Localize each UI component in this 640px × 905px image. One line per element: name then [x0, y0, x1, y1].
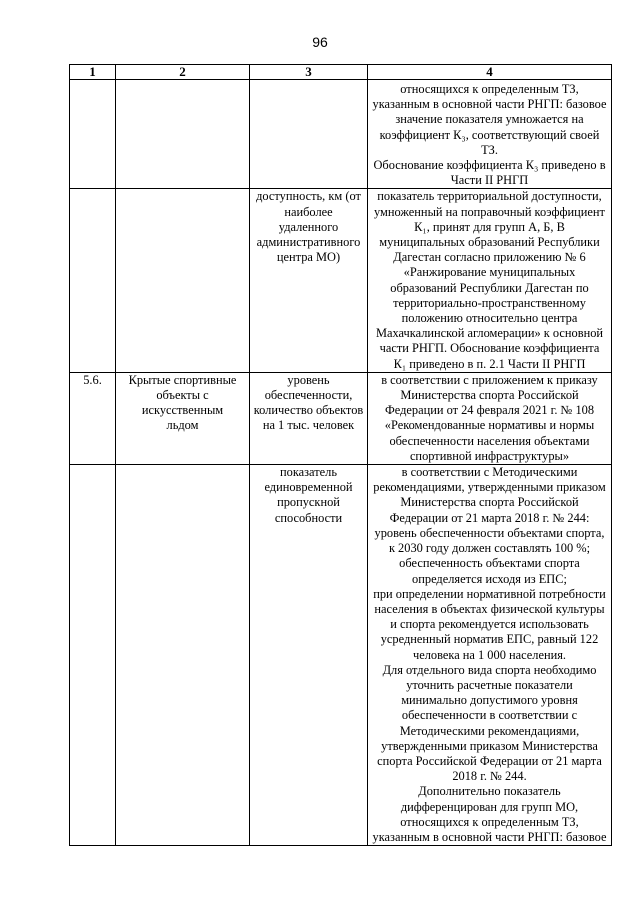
indicator-cell	[250, 372, 368, 464]
row-number-cell	[70, 189, 116, 372]
cell-text-line: льдом	[166, 418, 199, 433]
table-row	[70, 80, 612, 189]
cell-text-line: спортивной инфраструктуры»	[409, 448, 570, 463]
basis-cell	[368, 189, 612, 372]
cell-text-line: К₁ приведено в п. 2.1 Части II РНГП	[393, 356, 586, 371]
object-name-cell	[116, 372, 250, 464]
cell-text-line: усредненный норматив ЕПС, равный 122	[380, 632, 599, 647]
cell-text-line: муниципальных образований Республики	[379, 235, 600, 250]
cell-text-line: Дополнительно показатель	[418, 784, 561, 799]
cell-text-line: при определении нормативной потребности	[373, 586, 606, 601]
cell-text-line: Дагестан согласно приложению № 6	[393, 250, 586, 265]
cell-text-line: значение показателя умножается на	[395, 112, 584, 127]
cell-text-line: обеспеченность объектами спорта	[399, 556, 580, 571]
cell-text-line: уровень обеспеченности объектами спорта,	[374, 525, 605, 540]
cell-text-line: к 2030 году должен составлять 100 %;	[388, 541, 591, 556]
cell-text-line: территориально-пространственному	[393, 295, 586, 310]
basis-cell	[368, 80, 612, 189]
cell-text-line: количество объектов	[253, 403, 364, 418]
cell-text-line: дифференцирован для групп МО,	[400, 799, 579, 814]
cell-text-line: показатель	[280, 465, 337, 480]
cell-text-line: 2018 г. № 244.	[452, 769, 527, 784]
page-number: 96	[312, 34, 328, 50]
row-number-cell	[70, 372, 116, 464]
column-header: 4	[368, 65, 612, 80]
row-number-cell	[70, 80, 116, 189]
cell-text-line: обеспеченности в соответствии с	[401, 708, 578, 723]
cell-text-line: образований Республики Дагестан по	[390, 280, 589, 295]
cell-text-line: ТЗ.	[481, 142, 498, 157]
cell-text-line: коэффициент К₃, соответствующий своей	[379, 127, 600, 142]
cell-text-line: Федерации от 24 февраля 2021 г. № 108	[384, 403, 595, 418]
cell-text-line: Министерства спорта Российской	[400, 388, 579, 403]
cell-text-line: Для отдельного вида спорта необходимо	[382, 662, 597, 677]
cell-text-line: утвержденными приказом Министерства	[381, 738, 598, 753]
cell-text-line: минимально допустимого уровня	[401, 693, 578, 708]
cell-text-line: на 1 тыс. человек	[262, 418, 355, 433]
cell-text-line: Методическими рекомендациями,	[399, 723, 580, 738]
cell-text-line: Части II РНГП	[450, 173, 529, 188]
cell-text-line: «Ранжирование муниципальных	[403, 265, 576, 280]
cell-text-line: обеспеченности,	[264, 388, 353, 403]
cell-text-line: Министерства спорта Российской	[400, 495, 579, 510]
cell-text-line: центра МО)	[276, 250, 341, 265]
cell-text-line: административного	[256, 235, 361, 250]
cell-text-line: относящихся к определенным ТЗ,	[400, 814, 579, 829]
column-header: 3	[250, 65, 368, 80]
indicators-table	[69, 64, 612, 846]
cell-text-line: указанным в основной части РНГП: базовое	[372, 97, 607, 112]
cell-text-line: единовременной	[264, 480, 353, 495]
row-number-cell	[70, 465, 116, 846]
cell-text-line: умноженный на поправочный коэффициент	[374, 204, 605, 219]
cell-text-line: в соответствии с Методическими	[401, 465, 578, 480]
cell-text-line: спорта Российской Федерации от 21 марта	[377, 753, 602, 768]
indicator-cell	[250, 80, 368, 189]
table-row	[70, 465, 612, 846]
cell-text-line: способности	[274, 510, 343, 525]
cell-text-line: К₁, принят для групп А, Б, В	[414, 219, 565, 234]
cell-text-line: уровень	[287, 372, 330, 387]
cell-text-line: наиболее	[284, 204, 333, 219]
object-name-cell	[116, 80, 250, 189]
cell-text-line: Махачкалинской агломерации» к основной	[375, 326, 604, 341]
cell-text-line: 5.6.	[83, 372, 102, 387]
cell-text-line: объекты с	[156, 388, 209, 403]
cell-text-line: человека на 1 000 населения.	[412, 647, 567, 662]
cell-text-line: уточнить расчетные показатели	[406, 677, 573, 692]
cell-text-line: искусственным	[141, 403, 224, 418]
cell-text-line: и спорта рекомендуется использовать	[390, 617, 589, 632]
indicator-cell	[250, 465, 368, 846]
table-header-row	[70, 65, 612, 80]
cell-text-line: доступность, км (от	[256, 189, 361, 204]
cell-text-line: рекомендациями, утвержденными приказом	[373, 480, 606, 495]
cell-text-line: части РНГП. Обоснование коэффициента	[379, 341, 600, 356]
cell-text-line: в соответствии с приложением к приказу	[381, 372, 598, 387]
table-row	[70, 372, 612, 464]
cell-text-line: показатель территориальной доступности,	[377, 189, 602, 204]
cell-text-line: обеспеченности населения объектами	[389, 433, 590, 448]
column-header: 1	[70, 65, 116, 80]
indicator-cell	[250, 189, 368, 372]
cell-text-line: Федерации от 21 марта 2018 г. № 244:	[389, 510, 590, 525]
cell-text-line: населения в объектах физической культуры	[374, 601, 605, 616]
cell-text-line: Обоснование коэффициента К₃ приведено в	[373, 158, 606, 173]
basis-cell	[368, 465, 612, 846]
object-name-cell	[116, 189, 250, 372]
cell-text-line: «Рекомендованные нормативы и нормы	[384, 418, 595, 433]
object-name-cell	[116, 465, 250, 846]
cell-text-line: относящихся к определенным ТЗ,	[400, 82, 579, 96]
basis-cell	[368, 372, 612, 464]
cell-text-line: удаленного	[278, 219, 339, 234]
cell-text-line: указанным в основной части РНГП: базовое	[372, 829, 607, 844]
cell-text-line: Крытые спортивные	[128, 372, 237, 387]
cell-text-line: пропускной	[277, 495, 340, 510]
cell-text-line: определяется исходя из ЕПС;	[412, 571, 567, 586]
column-header: 2	[116, 65, 250, 80]
cell-text-line: положению относительно центра	[401, 311, 578, 326]
table-row	[70, 189, 612, 372]
